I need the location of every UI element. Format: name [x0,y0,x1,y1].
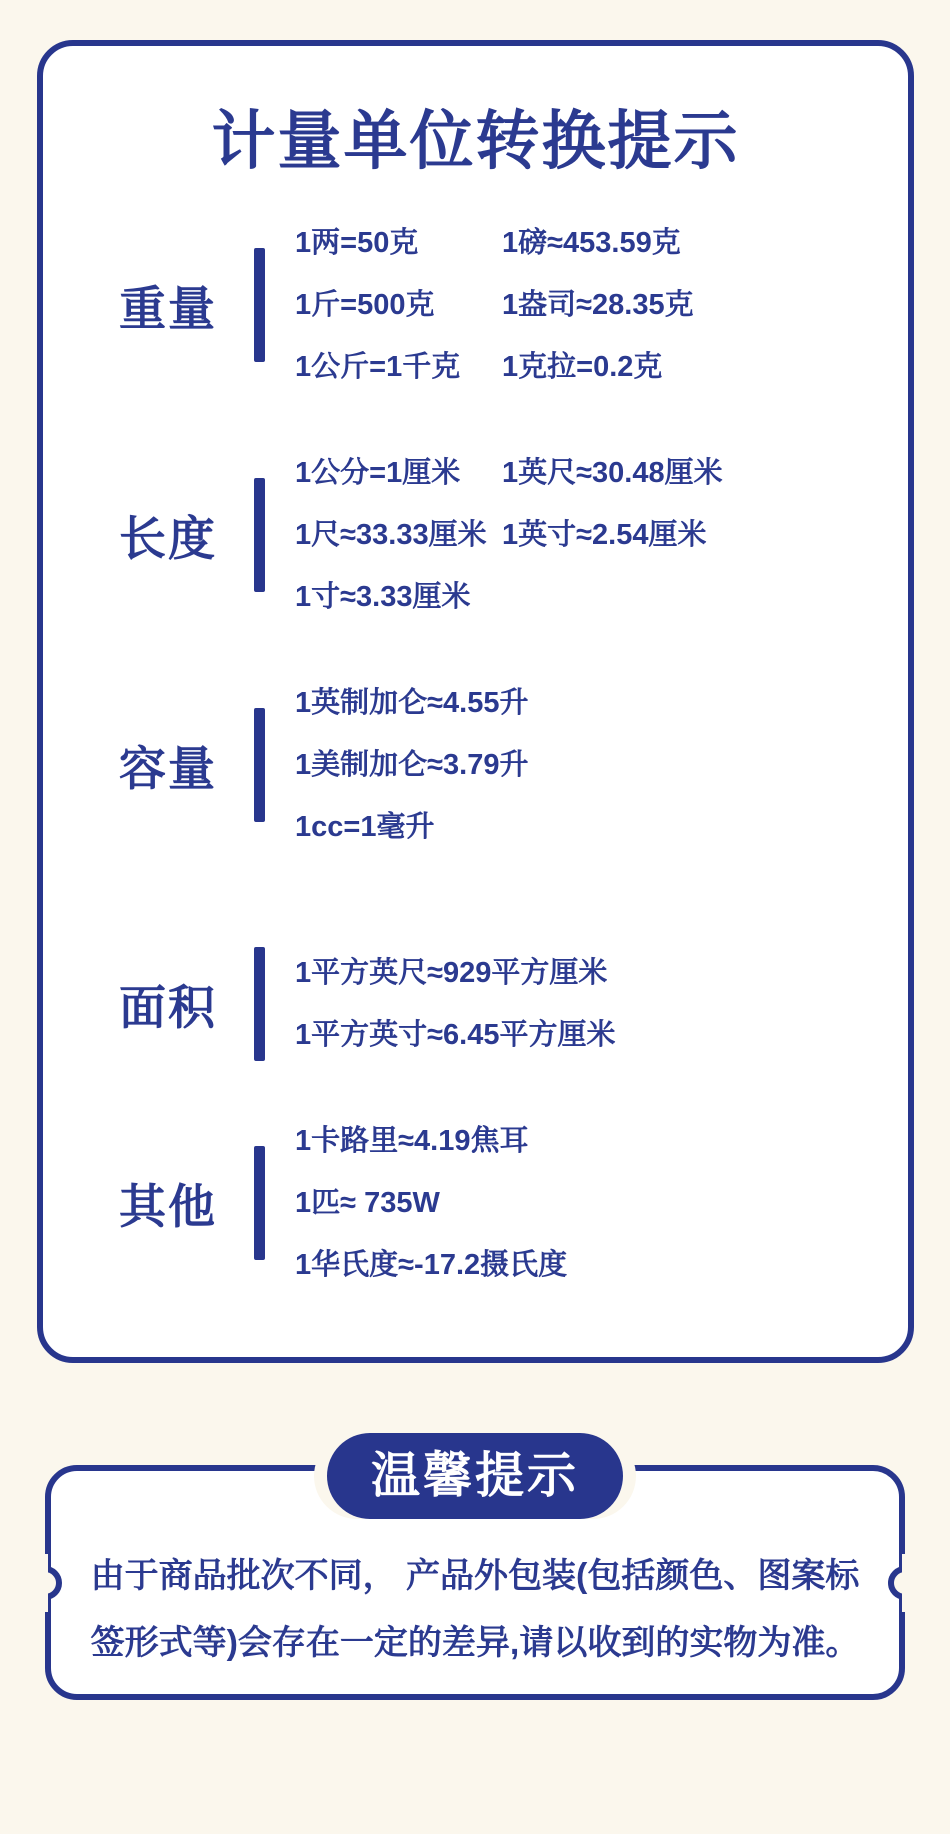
conversion-row [295,566,908,628]
notch-cover-right-decoration [902,1554,927,1612]
conversion-value: 1华氏度≈-17.2摄氏度 [295,1249,568,1281]
conversion-value: 1公分=1厘米 [295,457,461,489]
conversion-row [295,796,908,858]
section-other [43,1110,908,1296]
conversion-row [295,504,908,566]
section-weight-label: 重量 [119,281,217,335]
section-divider-bar [254,947,265,1061]
conversion-rows [295,672,908,858]
conversion-card [37,40,914,1363]
conversion-rows [295,212,908,398]
section-divider-bar [254,708,265,822]
section-volume-label: 容量 [119,741,217,795]
section-area [43,942,908,1066]
conversion-value: 1cc=1毫升 [295,811,435,843]
conversion-row [295,274,908,336]
conversion-value: 1英寸≈2.54厘米 [502,519,707,551]
section-other-label: 其他 [119,1179,217,1233]
conversion-row [295,1110,908,1172]
conversion-value: 1两=50克 [295,227,419,259]
conversion-value: 1英制加仑≈4.55升 [295,687,529,719]
notch-cover-left-decoration [23,1554,48,1612]
conversion-row [295,1172,908,1234]
section-length-label: 长度 [119,511,217,565]
conversion-value: 1英尺≈30.48厘米 [502,457,723,489]
conversion-row [295,942,908,1004]
section-area-label: 面积 [119,980,217,1034]
conversion-value: 1斤=500克 [295,289,435,321]
notice-card [45,1449,905,1700]
section-volume [43,672,908,858]
conversion-value: 1磅≈453.59克 [502,227,681,259]
conversion-value: 1尺≈33.33厘米 [295,519,487,551]
conversion-value: 1平方英尺≈929平方厘米 [295,957,608,989]
conversion-rows [295,442,908,628]
conversion-value: 1公斤=1千克 [295,351,461,383]
section-divider-bar [254,478,265,592]
conversion-value: 1美制加仑≈3.79升 [295,749,529,781]
conversion-row [295,1234,908,1296]
conversion-value: 1克拉=0.2克 [502,351,663,383]
page-title: 计量单位转换提示 [211,105,740,177]
conversion-value: 1卡路里≈4.19焦耳 [295,1125,529,1157]
notice-text-line: 由于商品批次不同， 产品外包装(包括颜色、图案标 [90,1557,860,1595]
conversion-row [295,336,908,398]
conversion-rows [295,1110,908,1296]
section-divider-bar [254,1146,265,1260]
conversion-row [295,212,908,274]
conversion-row [295,442,908,504]
section-length [43,442,908,628]
notice-text-line: 签形式等)会存在一定的差异,请以收到的实物为准。 [90,1624,860,1662]
conversion-row [295,672,908,734]
conversion-value: 1匹≈ 735W [295,1187,440,1219]
conversion-row [295,734,908,796]
conversion-row [295,1004,908,1066]
section-list [43,212,908,1296]
section-weight [43,212,908,398]
section-divider-bar [254,248,265,362]
conversion-rows [295,942,908,1066]
conversion-value: 1寸≈3.33厘米 [295,581,471,613]
conversion-value: 1平方英寸≈6.45平方厘米 [295,1019,616,1051]
notice-badge-label: 温馨提示 [327,1433,623,1519]
notice-badge [314,1433,636,1519]
conversion-value: 1盎司≈28.35克 [502,289,694,321]
